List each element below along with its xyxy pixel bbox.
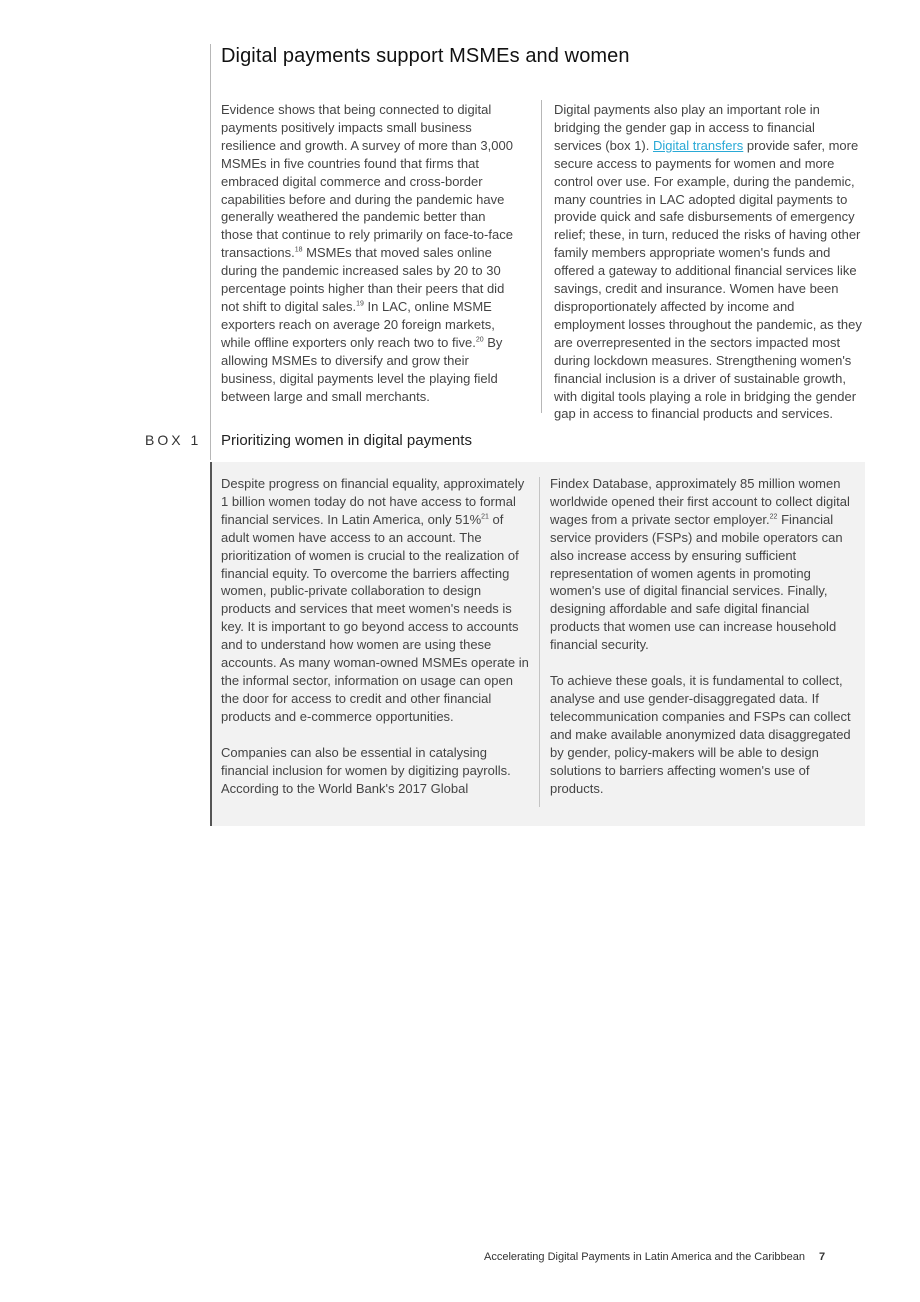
- box-right-paragraph-2: To achieve these goals, it is fundamental to collect, analyse and use gender-disaggregated data. If telecommunication companies and FSPs can collect and make available anonymized data disaggregated by gender, policy-makers will be able to design solutions to barriers affecting women's use of products.: [550, 673, 851, 796]
- box-title-rule: [210, 420, 211, 460]
- section-divider-rule: [210, 44, 211, 420]
- digital-transfers-link[interactable]: Digital transfers: [652, 137, 744, 153]
- footnote-ref-18[interactable]: 18: [294, 246, 303, 254]
- box-left-column: [221, 475, 529, 815]
- page-number: 7: [819, 1251, 826, 1263]
- section-right-paragraph: Digital payments also play an important role in bridging the gender gap in access to financial services (box 1). Digital transfers provide safer, more secure access to payments for women and more control over use. For example, during the pandemic, many countries in LAC adopted digital payments to provide quick and safe disbursements of emergency relief; these, in turn, reduced the risks of having other family members appropriate women's funds and offered a gateway to additional financial services like savings, credit and insurance. Women have been disproportionately affected by income and employment losses throughout the pandemic, as they are overrepresented in the sectors impacted most during lockdown measures. Strengthening women's financial inclusion is a driver of sustainable growth, with digital tools playing a role in bridging the gender gap in access to financial products and services.: [554, 102, 862, 422]
- box-accent-bar: [210, 462, 212, 826]
- box-column-divider: [539, 477, 540, 807]
- footnote-ref-19[interactable]: 19: [356, 300, 364, 308]
- page-footer: [484, 1251, 825, 1263]
- footer-title: Accelerating Digital Payments in Latin America and the Caribbean: [484, 1251, 806, 1263]
- footnote-ref-20[interactable]: 20: [475, 336, 484, 344]
- box-title: Prioritizing women in digital payments: [221, 432, 472, 449]
- footnote-ref-21[interactable]: 21: [481, 513, 489, 521]
- box-left-paragraph-1: Despite progress on financial equality, approximately 1 billion women today do not have access to formal financial services. In Latin America, only 51%$^{21}$ of adult women have access to an account. The prioritization of women is crucial to the realization of financial equity. To overcome the barriers affecting women, public-private collaboration to design products and services that meet women's needs is key. It is important to go beyond access to accounts and to understand how women are using these accounts. As many woman-owned MSMEs operate in the informal sector, information on usage can open the door for access to credit and other financial products and e-commerce opportunities.: [221, 476, 529, 724]
- section-left-column: [221, 101, 517, 405]
- box-left-paragraph-2: Companies can also be essential in catalysing financial inclusion for women by digitizing payrolls. According to the World Bank's 2017 Global: [221, 744, 511, 796]
- box-label: BOX 1: [145, 432, 202, 448]
- box-right-paragraph-1: Findex Database, approximately 85 million women worldwide opened their first account to collect digital wages from a private sector employer.$^{22}$ Financial service providers (FSPs) and mobile operators can also increase access by ensuring sufficient representation of women agents in promoting women's use of digital financial services. Finally, designing affordable and safe digital financial products that women use can increase household financial security.: [550, 476, 850, 653]
- box-right-column: [550, 475, 860, 815]
- section-right-column: [554, 101, 866, 423]
- section-left-paragraph: Evidence shows that being connected to digital payments positively impacts small business resilience and growth. A survey of more than 3,000 MSMEs in five countries found that firms that embraced digital commerce and cross-border capabilities before and during the pandemic have generally weathered the pandemic better than those that continue to rely primarily on face-to-face transactions.$^{18}$ MSMEs that moved sales online during the pandemic increased sales by 20 to 30 percentage points higher than their peers that did not shift to digital sales.$^{19}$ In LAC, online MSME exporters reach on average 20 foreign markets, while offline exporters only reach two to five.$^{20}$ By allowing MSMEs to diversify and grow their business, digital payments level the playing field between large and small merchants.: [221, 102, 513, 404]
- footnote-ref-22[interactable]: 22: [769, 513, 778, 521]
- column-divider-rule: [541, 100, 542, 413]
- section-title: Digital payments support MSMEs and women: [221, 45, 630, 67]
